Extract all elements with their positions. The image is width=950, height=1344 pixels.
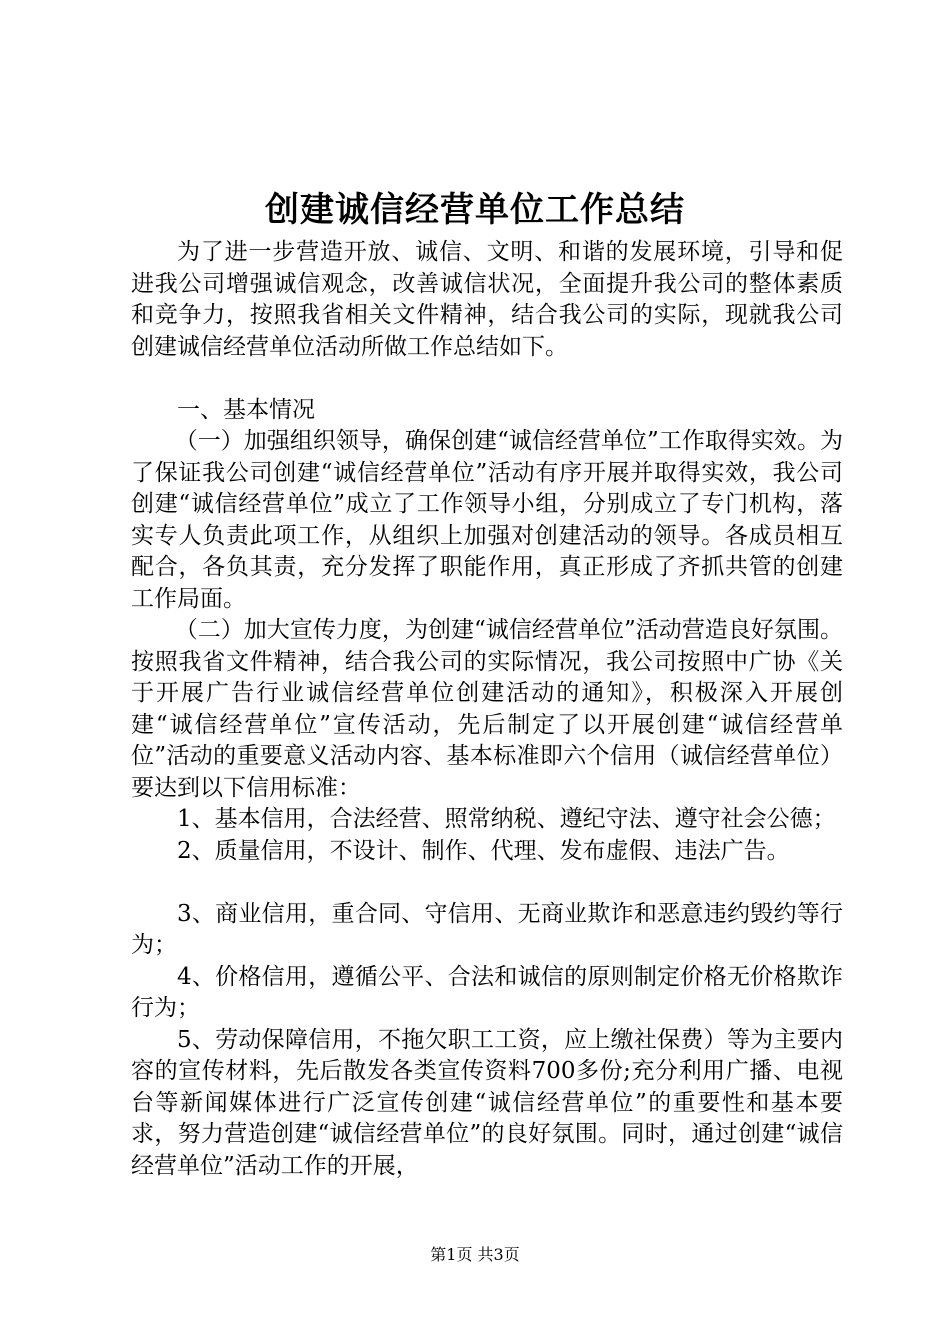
paragraph-organization: （一）加强组织领导，确保创建“诚信经营单位”工作取得实效。为了保证我公司创建“诚信经营单位”活动有序开展并取得实效，我公司创建“诚信经营单位”成立了工作领导小组，分别成立了专门机构，落实专人负责此项工作，从组织上加强对创建活动的领导。各成员相互配合，各负其责，充分发挥了职能作用，真正形成了齐抓共管的创建工作局面。 bbox=[131, 428, 843, 612]
document-title: 创建诚信经营单位工作总结 bbox=[265, 190, 685, 230]
page-number: 第1页 共3页 bbox=[430, 1245, 520, 1264]
document-body bbox=[131, 237, 843, 1182]
list-item-labor-credit: 5、劳动保障信用，不拖欠职工工资，应上缴社保费）等为主要内容的宣传材料，先后散发各类宣传资料700多份;充分利用广播、电视台等新闻媒体进行广泛宣传创建“诚信经营单位”的重要性和基本要求，努力营造创建“诚信经营单位”的良好氛围。同时，通过创建“诚信经营单位”活动工作的开展， bbox=[131, 1026, 843, 1179]
list-item-price-credit: 4、价格信用，遵循公平、合法和诚信的原则制定价格无价格欺诈行为； bbox=[131, 963, 843, 1021]
paragraph-gap bbox=[131, 867, 843, 899]
paragraph-publicity: （二）加大宣传力度，为创建“诚信经营单位”活动营造良好氛围。按照我省文件精神，结合我公司的实际情况，我公司按照中广协《关于开展广告行业诚信经营单位创建活动的通知》，积极深入开展创建“诚信经营单位”宣传活动，先后制定了以开展创建“诚信经营单位”活动的重要意义活动内容、基本标准即六个信用（诚信经营单位）要达到以下信用标准： bbox=[131, 617, 843, 801]
list-item-commercial-credit: 3、商业信用，重合同、守信用、无商业欺诈和恶意违约毁约等行为； bbox=[131, 900, 843, 958]
paragraph-gap bbox=[131, 363, 843, 395]
list-item-quality-credit: 2、质量信用，不设计、制作、代理、发布虚假、违法广告。 bbox=[177, 837, 790, 864]
section-heading: 一、基本情况 bbox=[177, 396, 315, 423]
intro-paragraph: 为了进一步营造开放、诚信、文明、和谐的发展环境，引导和促进我公司增强诚信观念，改善诚信状况，全面提升我公司的整体素质和竞争力，按照我省相关文件精神，结合我公司的实际，现就我公司创建诚信经营单位活动所做工作总结如下。 bbox=[131, 239, 843, 360]
list-item-basic-credit: 1、基本信用，合法经营、照常纳税、遵纪守法、遵守社会公德； bbox=[177, 806, 836, 832]
